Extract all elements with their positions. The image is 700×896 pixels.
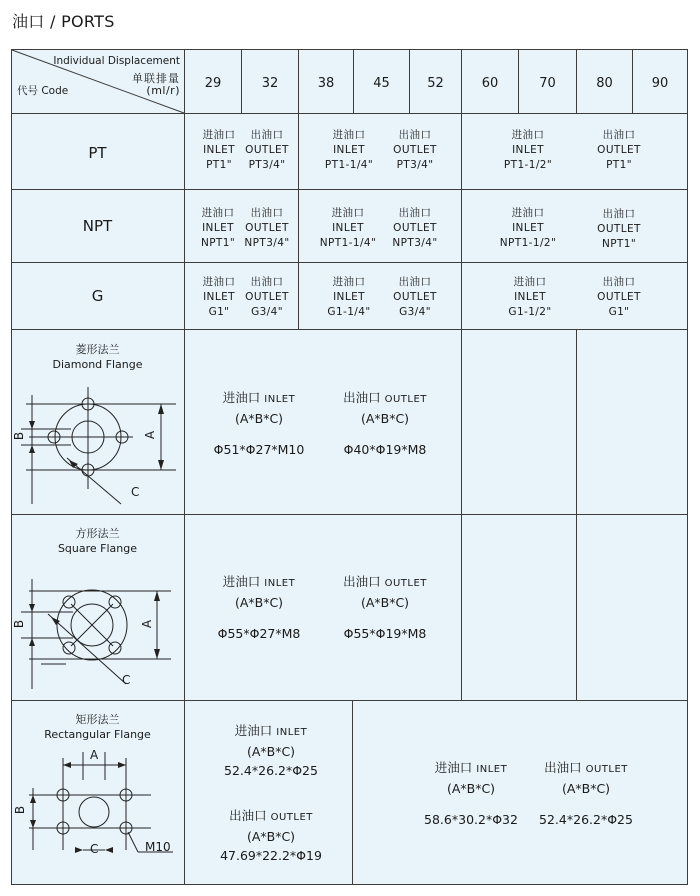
displacement-value: 32 [261, 76, 279, 91]
code-label: 代号 Code [17, 85, 69, 97]
npt-inlet-2: 进油口 INLET NPT1-1/4" [319, 207, 377, 249]
npt-inlet-1: 进油口 INLET NPT1" [200, 207, 236, 249]
g-outlet-1: 出油口 OUTLET G3/4" [245, 276, 289, 318]
displacement-value: 70 [539, 76, 556, 91]
row-divider [11, 262, 688, 263]
unit-label: (ml/r) [146, 84, 180, 97]
displacement-value: 80 [596, 76, 613, 91]
col-divider [298, 49, 299, 329]
diamond-dim-c: C [131, 485, 140, 499]
square-dim-a: A [140, 619, 155, 629]
npt-inlet-3: 进油口 INLET NPT1-1/2" [499, 207, 557, 249]
rect-dim-b: B [13, 805, 28, 815]
diamond-dim-a: A [143, 430, 158, 440]
g-inlet-2: 进油口 INLET G1-1/4" [327, 276, 371, 318]
rect-right-outlet-spec: 出油口 OUTLET (A*B*C) 52.4*26.2*Φ25 [539, 760, 633, 827]
pt-outlet-3: 出油口 OUTLET PT1" [597, 129, 641, 171]
npt-outlet-1: 出油口 OUTLET NPT3/4" [244, 207, 290, 249]
pt-inlet-2: 进油口 INLET PT1-1/4" [324, 129, 374, 171]
individual-displacement-label: Individual Displacement [53, 55, 180, 67]
table-border-right [687, 49, 688, 885]
pt-inlet-1: 进油口 INLET PT1" [202, 129, 236, 171]
g-inlet-1: 进油口 INLET G1" [202, 276, 236, 318]
rect-left-outlet-spec: 出油口 OUTLET (A*B*C) 47.69*22.2*Φ19 [220, 808, 322, 863]
pt-outlet-2: 出油口 OUTLET PT3/4" [393, 129, 437, 171]
displacement-value: 52 [427, 76, 444, 91]
g-outlet-2: 出油口 OUTLET G3/4" [393, 276, 437, 318]
diamond-flange-drawing [11, 329, 184, 514]
displacement-value: 29 [204, 76, 222, 91]
g-outlet-3: 出油口 OUTLET G1" [597, 276, 641, 318]
g-inlet-3: 进油口 INLET G1-1/2" [508, 276, 552, 318]
square-flange-drawing [11, 514, 184, 700]
port-code-pt: PT [88, 144, 107, 162]
square-dim-c: C [122, 673, 131, 687]
displacement-label-cn: 单联排量 [132, 72, 180, 85]
diamond-inlet-spec: 进油口 INLET (A*B*C) Φ51*Φ27*M10 [213, 390, 305, 457]
rect-flange-title: 矩形法兰 Rectangular Flange [44, 713, 151, 741]
rect-dim-c: C [90, 842, 99, 856]
row-divider [11, 189, 688, 190]
col-divider [352, 700, 353, 885]
diamond-flange-title: 菱形法兰 Diamond Flange [52, 343, 143, 371]
ports-table [11, 49, 688, 885]
rect-dim-a: A [90, 748, 99, 762]
npt-outlet-2: 出油口 OUTLET NPT3/4" [392, 207, 438, 249]
square-dim-b: B [12, 619, 27, 629]
diamond-outlet-spec: 出油口 OUTLET (A*B*C) Φ40*Φ19*M8 [343, 390, 427, 457]
diamond-dim-b: B [12, 431, 27, 441]
rect-right-inlet-spec: 进油口 INLET (A*B*C) 58.6*30.2*Φ32 [424, 760, 518, 827]
page-title: 油口 / PORTS [12, 12, 115, 31]
square-flange-title: 方形法兰 Square Flange [57, 527, 138, 555]
pt-outlet-1: 出油口 OUTLET PT3/4" [245, 129, 289, 171]
rect-dim-m10: M10 [145, 840, 171, 854]
displacement-value: 60 [481, 76, 499, 91]
port-code-g: G [91, 287, 104, 305]
square-inlet-spec: 进油口 INLET (A*B*C) Φ55*Φ27*M8 [217, 574, 301, 641]
col-divider [461, 49, 462, 700]
rect-left-inlet-spec: 进油口 INLET (A*B*C) 52.4*26.2*Φ25 [224, 723, 318, 778]
col-divider [184, 49, 185, 885]
displacement-value: 45 [373, 76, 390, 91]
col-divider [576, 329, 577, 700]
npt-outlet-3: 出油口 OUTLET NPT1" [597, 208, 641, 250]
displacement-value: 90 [651, 76, 669, 91]
square-outlet-spec: 出油口 OUTLET (A*B*C) Φ55*Φ19*M8 [343, 574, 427, 641]
displacement-value: 38 [317, 76, 335, 91]
rect-flange-drawing [11, 700, 184, 885]
port-code-npt: NPT [82, 217, 113, 235]
pt-inlet-3: 进油口 INLET PT1-1/2" [503, 129, 553, 171]
